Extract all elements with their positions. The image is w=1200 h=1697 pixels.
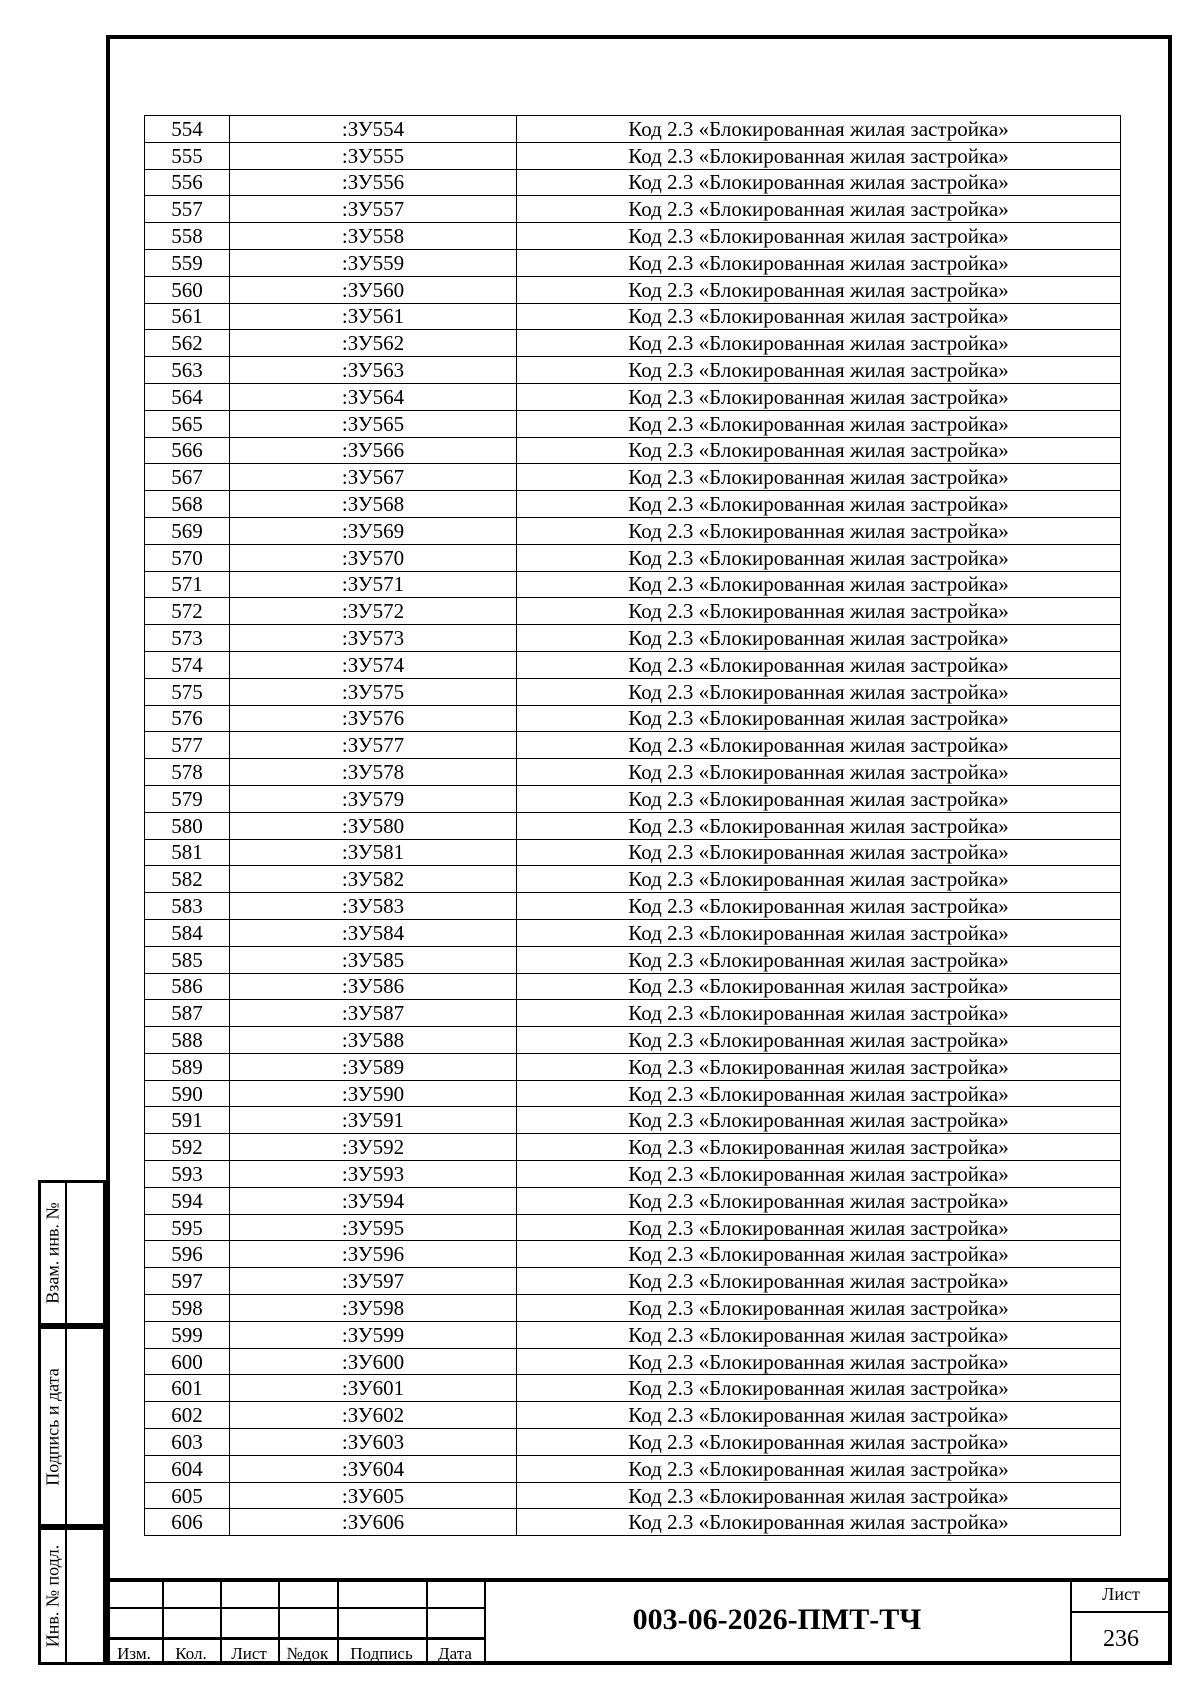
table-row xyxy=(145,1080,1121,1107)
plot-code-cell: :ЗУ594 xyxy=(230,1187,517,1214)
table-row xyxy=(145,1027,1121,1054)
table-row xyxy=(145,1187,1121,1214)
plot-code-cell: :ЗУ563 xyxy=(230,357,517,384)
row-number-cell: 564 xyxy=(145,383,230,410)
row-number-cell: 584 xyxy=(145,919,230,946)
plot-code-cell: :ЗУ578 xyxy=(230,759,517,786)
row-number-cell: 593 xyxy=(145,1161,230,1188)
row-number-cell: 598 xyxy=(145,1295,230,1322)
row-number-cell: 596 xyxy=(145,1241,230,1268)
plot-code-cell: :ЗУ562 xyxy=(230,330,517,357)
plot-code-cell: :ЗУ588 xyxy=(230,1027,517,1054)
row-number-cell: 574 xyxy=(145,651,230,678)
permitted-use-cell: Код 2.3 «Блокированная жилая застройка» xyxy=(517,973,1121,1000)
plot-code-cell: :ЗУ566 xyxy=(230,437,517,464)
table-row xyxy=(145,1455,1121,1482)
plot-code-cell: :ЗУ574 xyxy=(230,651,517,678)
stamp-header-izm: Изм. xyxy=(117,1644,151,1663)
row-number-cell: 599 xyxy=(145,1321,230,1348)
plot-code-cell: :ЗУ557 xyxy=(230,196,517,223)
table-row xyxy=(145,116,1121,143)
permitted-use-cell: Код 2.3 «Блокированная жилая застройка» xyxy=(517,1321,1121,1348)
plot-code-cell: :ЗУ606 xyxy=(230,1509,517,1536)
plot-code-cell: :ЗУ576 xyxy=(230,705,517,732)
plot-code-cell: :ЗУ595 xyxy=(230,1214,517,1241)
plot-code-cell: :ЗУ577 xyxy=(230,732,517,759)
stamp-header-list: Лист xyxy=(231,1644,267,1663)
permitted-use-cell: Код 2.3 «Блокированная жилая застройка» xyxy=(517,1134,1121,1161)
permitted-use-cell: Код 2.3 «Блокированная жилая застройка» xyxy=(517,1429,1121,1456)
plot-code-cell: :ЗУ575 xyxy=(230,678,517,705)
row-number-cell: 595 xyxy=(145,1214,230,1241)
table-row xyxy=(145,357,1121,384)
table-row xyxy=(145,839,1121,866)
plot-code-cell: :ЗУ559 xyxy=(230,249,517,276)
row-number-cell: 591 xyxy=(145,1107,230,1134)
permitted-use-cell: Код 2.3 «Блокированная жилая застройка» xyxy=(517,1509,1121,1536)
table-row xyxy=(145,1482,1121,1509)
table-row xyxy=(145,249,1121,276)
permitted-use-cell: Код 2.3 «Блокированная жилая застройка» xyxy=(517,1402,1121,1429)
row-number-cell: 601 xyxy=(145,1375,230,1402)
table-row xyxy=(145,544,1121,571)
plot-code-cell: :ЗУ590 xyxy=(230,1080,517,1107)
permitted-use-cell: Код 2.3 «Блокированная жилая застройка» xyxy=(517,598,1121,625)
plot-code-cell: :ЗУ601 xyxy=(230,1375,517,1402)
plot-code-cell: :ЗУ572 xyxy=(230,598,517,625)
table-row xyxy=(145,491,1121,518)
table-row xyxy=(145,1107,1121,1134)
table-row xyxy=(145,330,1121,357)
table-row xyxy=(145,1000,1121,1027)
permitted-use-cell: Код 2.3 «Блокированная жилая застройка» xyxy=(517,866,1121,893)
permitted-use-cell: Код 2.3 «Блокированная жилая застройка» xyxy=(517,357,1121,384)
table-row xyxy=(145,303,1121,330)
side-block-vzam xyxy=(38,1180,106,1326)
table-row xyxy=(145,276,1121,303)
row-number-cell: 566 xyxy=(145,437,230,464)
permitted-use-cell: Код 2.3 «Блокированная жилая застройка» xyxy=(517,1241,1121,1268)
permitted-use-cell: Код 2.3 «Блокированная жилая застройка» xyxy=(517,276,1121,303)
plot-code-cell: :ЗУ561 xyxy=(230,303,517,330)
plot-code-cell: :ЗУ584 xyxy=(230,919,517,946)
permitted-use-cell: Код 2.3 «Блокированная жилая застройка» xyxy=(517,1053,1121,1080)
table-row xyxy=(145,383,1121,410)
plot-code-cell: :ЗУ581 xyxy=(230,839,517,866)
row-number-cell: 588 xyxy=(145,1027,230,1054)
row-number-cell: 577 xyxy=(145,732,230,759)
stamp-header-kol: Кол. xyxy=(175,1644,207,1663)
row-number-cell: 558 xyxy=(145,223,230,250)
table-row xyxy=(145,517,1121,544)
row-number-cell: 604 xyxy=(145,1455,230,1482)
permitted-use-cell: Код 2.3 «Блокированная жилая застройка» xyxy=(517,1268,1121,1295)
table-row xyxy=(145,571,1121,598)
row-number-cell: 589 xyxy=(145,1053,230,1080)
permitted-use-cell: Код 2.3 «Блокированная жилая застройка» xyxy=(517,1161,1121,1188)
permitted-use-cell: Код 2.3 «Блокированная жилая застройка» xyxy=(517,1482,1121,1509)
permitted-use-cell: Код 2.3 «Блокированная жилая застройка» xyxy=(517,169,1121,196)
permitted-use-cell: Код 2.3 «Блокированная жилая застройка» xyxy=(517,517,1121,544)
table-row xyxy=(145,410,1121,437)
permitted-use-cell: Код 2.3 «Блокированная жилая застройка» xyxy=(517,1214,1121,1241)
table-row xyxy=(145,759,1121,786)
stamp-header-data: Дата xyxy=(438,1644,472,1663)
permitted-use-cell: Код 2.3 «Блокированная жилая застройка» xyxy=(517,919,1121,946)
permitted-use-cell: Код 2.3 «Блокированная жилая застройка» xyxy=(517,625,1121,652)
plot-code-cell: :ЗУ556 xyxy=(230,169,517,196)
plot-code-cell: :ЗУ597 xyxy=(230,1268,517,1295)
stamp-header-podpis: Подпись xyxy=(350,1644,413,1663)
permitted-use-cell: Код 2.3 «Блокированная жилая застройка» xyxy=(517,571,1121,598)
table-row xyxy=(145,1321,1121,1348)
plot-code-cell: :ЗУ570 xyxy=(230,544,517,571)
row-number-cell: 603 xyxy=(145,1429,230,1456)
side-label-podpis: Подпись и дата xyxy=(42,1367,63,1486)
plot-code-cell: :ЗУ589 xyxy=(230,1053,517,1080)
sheet-number: 236 xyxy=(1103,1626,1139,1652)
permitted-use-cell: Код 2.3 «Блокированная жилая застройка» xyxy=(517,812,1121,839)
row-number-cell: 561 xyxy=(145,303,230,330)
row-number-cell: 570 xyxy=(145,544,230,571)
row-number-cell: 554 xyxy=(145,116,230,143)
plot-code-cell: :ЗУ587 xyxy=(230,1000,517,1027)
row-number-cell: 565 xyxy=(145,410,230,437)
permitted-use-cell: Код 2.3 «Блокированная жилая застройка» xyxy=(517,383,1121,410)
permitted-use-cell: Код 2.3 «Блокированная жилая застройка» xyxy=(517,116,1121,143)
land-plots-table xyxy=(144,115,1121,1536)
plot-code-cell: :ЗУ605 xyxy=(230,1482,517,1509)
table-row xyxy=(145,223,1121,250)
row-number-cell: 580 xyxy=(145,812,230,839)
table-row xyxy=(145,866,1121,893)
row-number-cell: 562 xyxy=(145,330,230,357)
row-number-cell: 556 xyxy=(145,169,230,196)
permitted-use-cell: Код 2.3 «Блокированная жилая застройка» xyxy=(517,1187,1121,1214)
document-code: 003-06-2026-ПМТ-ТЧ xyxy=(632,1603,922,1636)
table-row xyxy=(145,678,1121,705)
sheet-label: Лист xyxy=(1102,1584,1140,1604)
permitted-use-cell: Код 2.3 «Блокированная жилая застройка» xyxy=(517,437,1121,464)
row-number-cell: 579 xyxy=(145,785,230,812)
plot-code-cell: :ЗУ567 xyxy=(230,464,517,491)
plot-code-cell: :ЗУ568 xyxy=(230,491,517,518)
row-number-cell: 563 xyxy=(145,357,230,384)
table-row xyxy=(145,142,1121,169)
table-row xyxy=(145,919,1121,946)
table-row xyxy=(145,625,1121,652)
row-number-cell: 587 xyxy=(145,1000,230,1027)
table-row xyxy=(145,1429,1121,1456)
row-number-cell: 569 xyxy=(145,517,230,544)
row-number-cell: 602 xyxy=(145,1402,230,1429)
row-number-cell: 582 xyxy=(145,866,230,893)
plot-code-cell: :ЗУ600 xyxy=(230,1348,517,1375)
permitted-use-cell: Код 2.3 «Блокированная жилая застройка» xyxy=(517,142,1121,169)
permitted-use-cell: Код 2.3 «Блокированная жилая застройка» xyxy=(517,330,1121,357)
permitted-use-cell: Код 2.3 «Блокированная жилая застройка» xyxy=(517,839,1121,866)
plot-code-cell: :ЗУ604 xyxy=(230,1455,517,1482)
table-row xyxy=(145,1375,1121,1402)
table-row xyxy=(145,973,1121,1000)
table-row xyxy=(145,893,1121,920)
table-row xyxy=(145,1053,1121,1080)
plot-code-cell: :ЗУ603 xyxy=(230,1429,517,1456)
table-row xyxy=(145,1348,1121,1375)
row-number-cell: 605 xyxy=(145,1482,230,1509)
plot-code-cell: :ЗУ571 xyxy=(230,571,517,598)
permitted-use-cell: Код 2.3 «Блокированная жилая застройка» xyxy=(517,1000,1121,1027)
permitted-use-cell: Код 2.3 «Блокированная жилая застройка» xyxy=(517,1348,1121,1375)
table-row xyxy=(145,464,1121,491)
table-row xyxy=(145,169,1121,196)
table-row xyxy=(145,732,1121,759)
plot-code-cell: :ЗУ591 xyxy=(230,1107,517,1134)
permitted-use-cell: Код 2.3 «Блокированная жилая застройка» xyxy=(517,705,1121,732)
plot-code-cell: :ЗУ564 xyxy=(230,383,517,410)
table-row xyxy=(145,812,1121,839)
permitted-use-cell: Код 2.3 «Блокированная жилая застройка» xyxy=(517,410,1121,437)
permitted-use-cell: Код 2.3 «Блокированная жилая застройка» xyxy=(517,1080,1121,1107)
row-number-cell: 578 xyxy=(145,759,230,786)
row-number-cell: 575 xyxy=(145,678,230,705)
side-block-inv xyxy=(38,1527,106,1665)
permitted-use-cell: Код 2.3 «Блокированная жилая застройка» xyxy=(517,196,1121,223)
plot-code-cell: :ЗУ586 xyxy=(230,973,517,1000)
row-number-cell: 597 xyxy=(145,1268,230,1295)
title-block xyxy=(106,1578,1172,1665)
row-number-cell: 559 xyxy=(145,249,230,276)
permitted-use-cell: Код 2.3 «Блокированная жилая застройка» xyxy=(517,303,1121,330)
row-number-cell: 557 xyxy=(145,196,230,223)
permitted-use-cell: Код 2.3 «Блокированная жилая застройка» xyxy=(517,1027,1121,1054)
row-number-cell: 585 xyxy=(145,946,230,973)
row-number-cell: 600 xyxy=(145,1348,230,1375)
row-number-cell: 581 xyxy=(145,839,230,866)
plot-code-cell: :ЗУ598 xyxy=(230,1295,517,1322)
permitted-use-cell: Код 2.3 «Блокированная жилая застройка» xyxy=(517,651,1121,678)
plot-code-cell: :ЗУ593 xyxy=(230,1161,517,1188)
side-block-podpis xyxy=(38,1326,106,1527)
plot-code-cell: :ЗУ558 xyxy=(230,223,517,250)
table-row xyxy=(145,196,1121,223)
table-row xyxy=(145,1241,1121,1268)
table-row xyxy=(145,946,1121,973)
table-row xyxy=(145,1134,1121,1161)
plot-code-cell: :ЗУ582 xyxy=(230,866,517,893)
row-number-cell: 592 xyxy=(145,1134,230,1161)
permitted-use-cell: Код 2.3 «Блокированная жилая застройка» xyxy=(517,464,1121,491)
row-number-cell: 594 xyxy=(145,1187,230,1214)
plot-code-cell: :ЗУ555 xyxy=(230,142,517,169)
table-row xyxy=(145,1161,1121,1188)
plot-code-cell: :ЗУ580 xyxy=(230,812,517,839)
table-row xyxy=(145,785,1121,812)
row-number-cell: 560 xyxy=(145,276,230,303)
plot-code-cell: :ЗУ560 xyxy=(230,276,517,303)
table-row xyxy=(145,1295,1121,1322)
permitted-use-cell: Код 2.3 «Блокированная жилая застройка» xyxy=(517,1295,1121,1322)
plot-code-cell: :ЗУ596 xyxy=(230,1241,517,1268)
plot-code-cell: :ЗУ579 xyxy=(230,785,517,812)
permitted-use-cell: Код 2.3 «Блокированная жилая застройка» xyxy=(517,785,1121,812)
permitted-use-cell: Код 2.3 «Блокированная жилая застройка» xyxy=(517,732,1121,759)
row-number-cell: 555 xyxy=(145,142,230,169)
table-row xyxy=(145,437,1121,464)
row-number-cell: 586 xyxy=(145,973,230,1000)
plot-code-cell: :ЗУ554 xyxy=(230,116,517,143)
table-row xyxy=(145,651,1121,678)
plot-code-cell: :ЗУ599 xyxy=(230,1321,517,1348)
row-number-cell: 573 xyxy=(145,625,230,652)
row-number-cell: 571 xyxy=(145,571,230,598)
table-row xyxy=(145,1214,1121,1241)
permitted-use-cell: Код 2.3 «Блокированная жилая застройка» xyxy=(517,491,1121,518)
row-number-cell: 568 xyxy=(145,491,230,518)
plot-code-cell: :ЗУ583 xyxy=(230,893,517,920)
table-row xyxy=(145,1402,1121,1429)
row-number-cell: 567 xyxy=(145,464,230,491)
permitted-use-cell: Код 2.3 «Блокированная жилая застройка» xyxy=(517,759,1121,786)
row-number-cell: 583 xyxy=(145,893,230,920)
row-number-cell: 572 xyxy=(145,598,230,625)
permitted-use-cell: Код 2.3 «Блокированная жилая застройка» xyxy=(517,1107,1121,1134)
permitted-use-cell: Код 2.3 «Блокированная жилая застройка» xyxy=(517,946,1121,973)
table-row xyxy=(145,705,1121,732)
permitted-use-cell: Код 2.3 «Блокированная жилая застройка» xyxy=(517,893,1121,920)
permitted-use-cell: Код 2.3 «Блокированная жилая застройка» xyxy=(517,678,1121,705)
table-row xyxy=(145,1268,1121,1295)
plot-code-cell: :ЗУ569 xyxy=(230,517,517,544)
permitted-use-cell: Код 2.3 «Блокированная жилая застройка» xyxy=(517,1375,1121,1402)
permitted-use-cell: Код 2.3 «Блокированная жилая застройка» xyxy=(517,544,1121,571)
permitted-use-cell: Код 2.3 «Блокированная жилая застройка» xyxy=(517,1455,1121,1482)
plot-code-cell: :ЗУ573 xyxy=(230,625,517,652)
table-row xyxy=(145,598,1121,625)
row-number-cell: 606 xyxy=(145,1509,230,1536)
row-number-cell: 590 xyxy=(145,1080,230,1107)
plot-code-cell: :ЗУ592 xyxy=(230,1134,517,1161)
plot-code-cell: :ЗУ602 xyxy=(230,1402,517,1429)
plot-code-cell: :ЗУ565 xyxy=(230,410,517,437)
permitted-use-cell: Код 2.3 «Блокированная жилая застройка» xyxy=(517,223,1121,250)
permitted-use-cell: Код 2.3 «Блокированная жилая застройка» xyxy=(517,249,1121,276)
side-label-inv: Инв. № подл. xyxy=(42,1544,63,1648)
side-label-vzam: Взам. инв. № xyxy=(42,1202,63,1304)
stamp-header-ndok: №док xyxy=(286,1644,329,1663)
row-number-cell: 576 xyxy=(145,705,230,732)
table-row xyxy=(145,1509,1121,1536)
plot-code-cell: :ЗУ585 xyxy=(230,946,517,973)
